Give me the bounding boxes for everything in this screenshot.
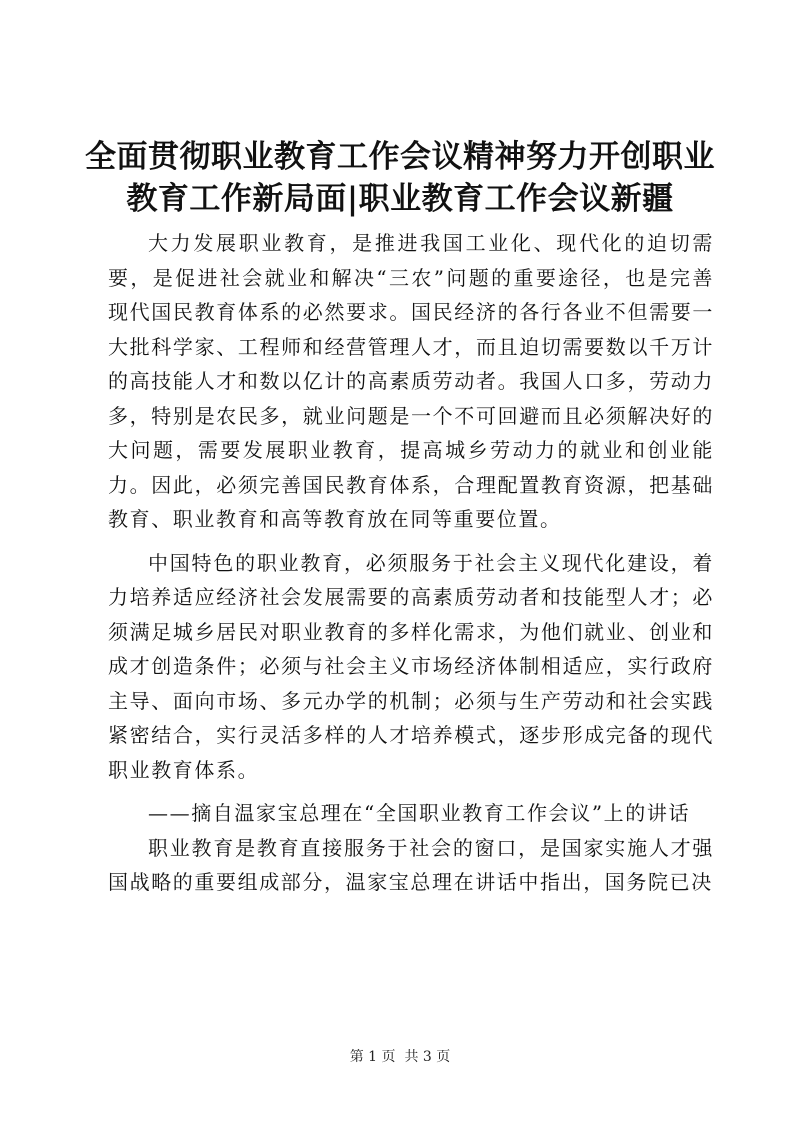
page-footer: 第 1 页 共 3 页 (349, 1049, 451, 1065)
title-line-1: 全面贯彻职业教育工作会议精神努力开创职业 (85, 139, 715, 175)
paragraph-2: 中国特色的职业教育，必须服务于社会主义现代化建设，着力培养适应经济社会发展需要的高素质劳动者和技能型人才；必须满足城乡居民对职业教育的多样化需求，为他们就业、创业和成才创造条件；必须与社会主义市场经济体制相适应，实行政府主导、面向市场、多元办学的机制；必须与生产劳动和社会实践紧密结合，实行灵活多样的人才培养模式，逐步形成完备的现代职业教育体系。 (108, 550, 714, 782)
document-body (108, 226, 714, 900)
paragraph-1: 大力发展职业教育，是推进我国工业化、现代化的迫切需要，是促进社会就业和解决“三农”问题的重要途径，也是完善现代国民教育体系的必然要求。国民经济的各行各业不但需要一大批科学家、工程师和经营管理人才，而且迫切需要数以千万计的高技能人才和数以亿计的高素质劳动者。我国人口多，劳动力多，特别是农民多，就业问题是一个不可回避而且必须解决好的大问题，需要发展职业教育，提高城乡劳动力的就业和创业能力。因此，必须完善国民教育体系，合理配置教育资源，把基础教育、职业教育和高等教育放在同等重要位置。 (108, 231, 714, 531)
paragraph-3: 职业教育是教育直接服务于社会的窗口，是国家实施人才强国战略的重要组成部分，温家宝总理在讲话中指出，国务院已决 (108, 835, 714, 894)
quote-attribution: ——摘自温家宝总理在“全国职业教育工作会议”上的讲话 (148, 801, 691, 825)
title-line-2: 教育工作新局面|职业教育工作会议新疆 (126, 181, 674, 217)
document-title (80, 136, 720, 220)
